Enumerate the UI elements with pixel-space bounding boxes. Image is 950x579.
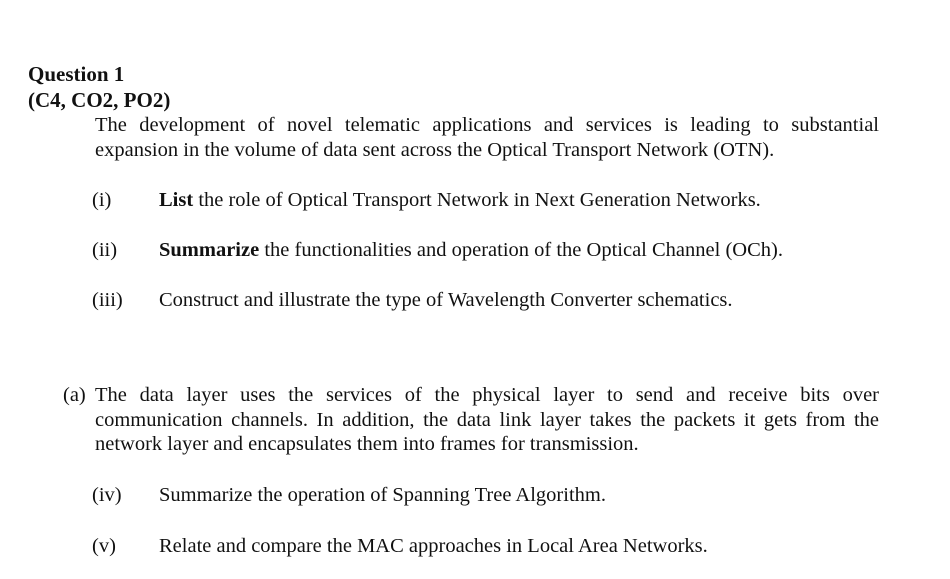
part-a-text: The data layer uses the services of the physical layer to send and receive bits over communication channels. In addition, the data link layer takes the packets it gets from the network layer and encapsulates them into frames for transmission. xyxy=(95,384,879,455)
question-title: Question 1 xyxy=(28,62,125,86)
item-keyword: List xyxy=(159,189,194,211)
item-text-v: Relate and compare the MAC approaches in Local Area Networks. xyxy=(159,535,708,557)
item-number-iii: (iii) xyxy=(92,289,123,311)
item-number-i: (i) xyxy=(92,189,112,211)
item-text-ii xyxy=(159,238,783,262)
item-number-v: (v) xyxy=(92,535,116,557)
item-number-ii: (ii) xyxy=(92,239,118,261)
item-body: the role of Optical Transport Network in Next Generation Networks. xyxy=(193,189,761,211)
item-number-iv: (iv) xyxy=(92,484,122,506)
question-intro: The development of novel telematic applications and services is leading to substantial expansion in the volume of data sent across the Optical Transport Network (OTN). xyxy=(95,114,879,161)
item-keyword: Summarize xyxy=(159,239,260,261)
item-text-iii xyxy=(159,288,733,312)
part-a-label: (a) xyxy=(63,384,86,406)
item-text-i xyxy=(159,188,761,212)
item-body: the functionalities and operation of the Optical Channel (OCh). xyxy=(259,239,783,261)
item-body: Construct and illustrate the type of Wavelength Converter schematics. xyxy=(159,289,733,311)
item-text-iv: Summarize the operation of Spanning Tree Algorithm. xyxy=(159,484,606,506)
question-codes: (C4, CO2, PO2) xyxy=(28,88,171,112)
